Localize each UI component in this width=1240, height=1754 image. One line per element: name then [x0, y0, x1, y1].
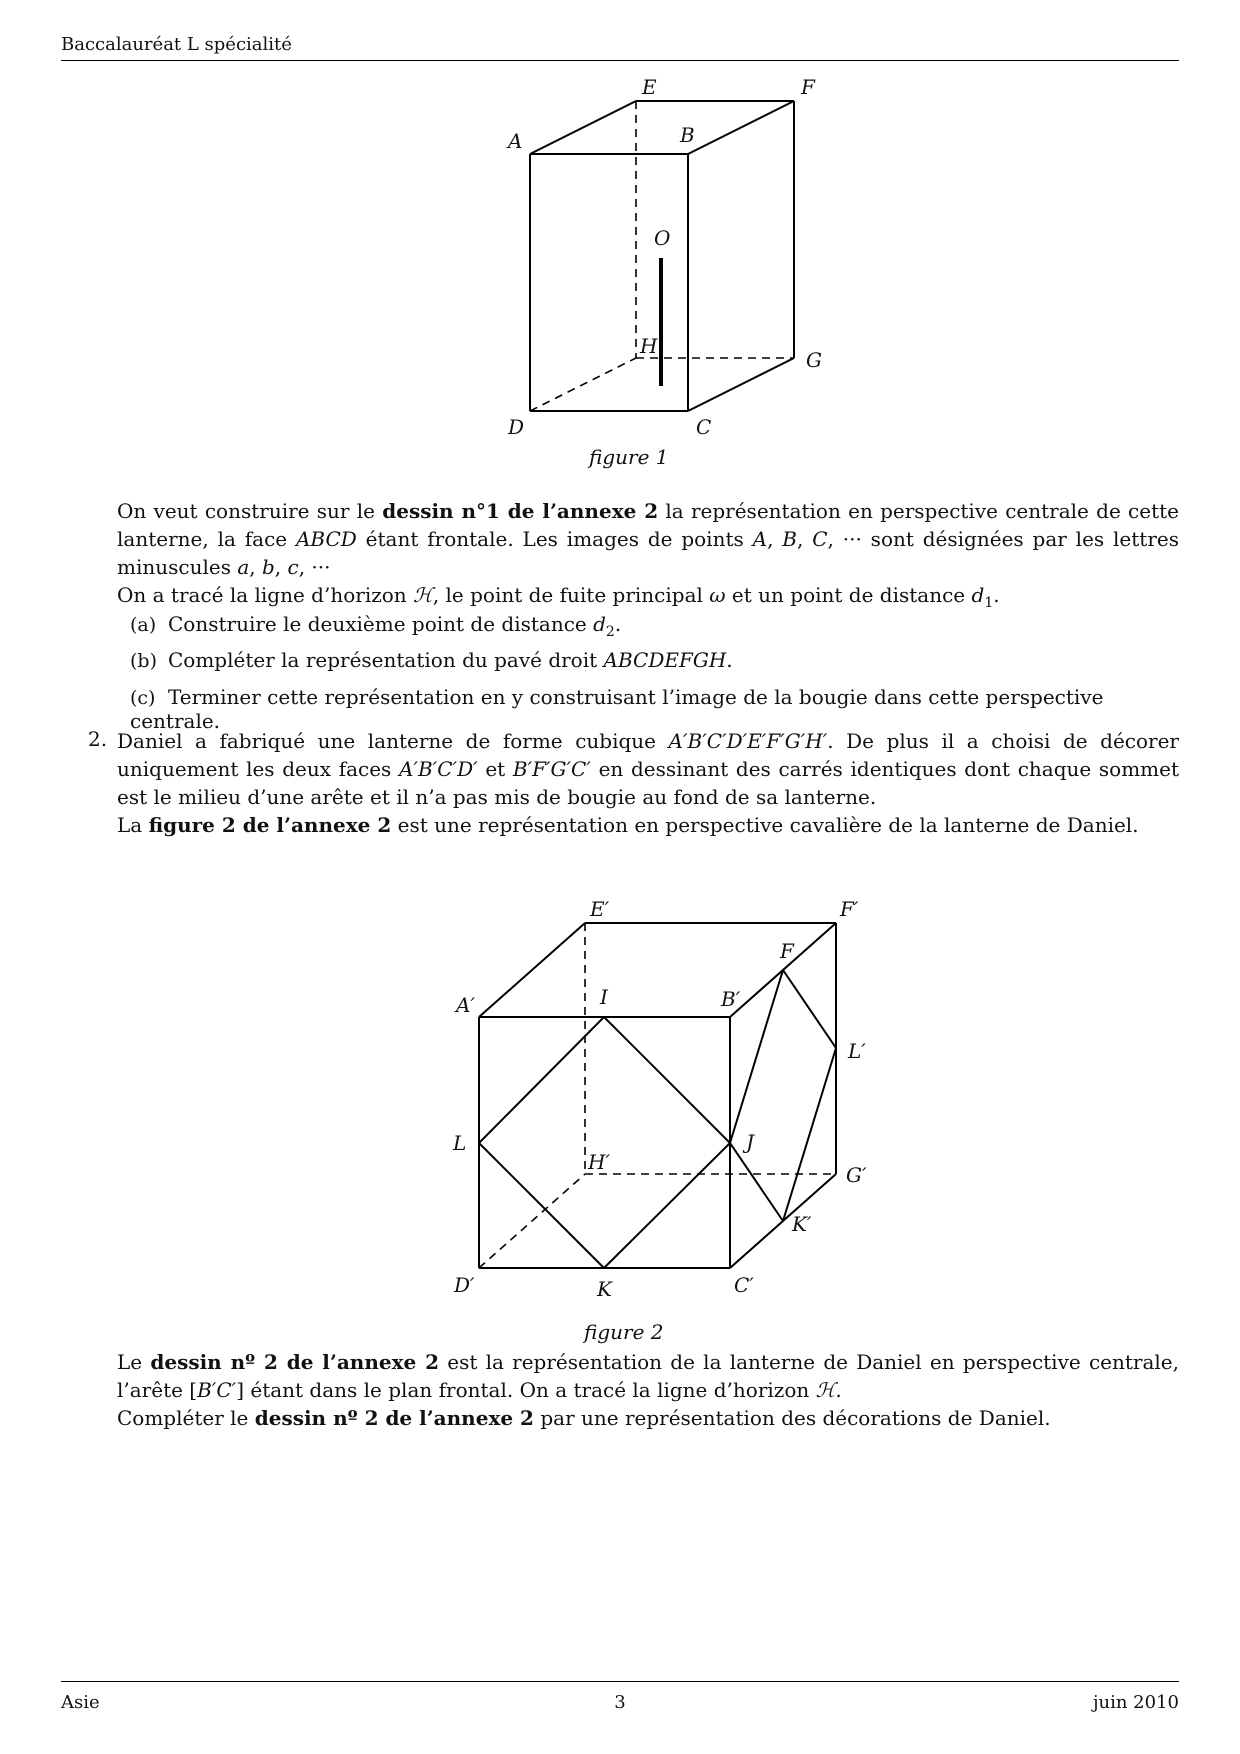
square-front-IJ [604, 1017, 730, 1143]
page-header: Baccalauréat L spécialité [61, 34, 292, 55]
label-L: L [453, 1131, 467, 1155]
label-C: C [696, 415, 712, 439]
label-H: H [640, 334, 658, 358]
label-B1: B′ [721, 987, 741, 1011]
label-B: B [680, 123, 695, 147]
label-L1: L′ [848, 1039, 866, 1063]
label-F: F [801, 75, 815, 99]
label-G1: G′ [846, 1163, 867, 1187]
hidden-edge-D1H1 [479, 1174, 585, 1268]
footer-rule [61, 1681, 1179, 1682]
question-2-number: 2. [88, 727, 108, 751]
label-O: O [654, 226, 671, 250]
question-item-a: (a) Construire le deuxième point de distance $d_2$. [130, 612, 622, 640]
square-side-LK [783, 1048, 836, 1221]
label-K: K [597, 1277, 612, 1301]
label-H1: H′ [588, 1150, 610, 1174]
label-F: F [780, 939, 794, 963]
label-D1: D′ [454, 1273, 475, 1297]
footer-date: juin 2010 [1092, 1692, 1179, 1713]
intro-paragraph: On veut construire sur le dessin n°1 de l’annexe 2 la représentation en perspective centrale de cette lanterne, la face ABCD étant frontale. Les images de points A, B, C, ··· sont désignées par les lettres minuscules a, b, c, ··· On a tracé la ligne d’horizon ℋ, le point de fuite principal ω et un point de distance $d_1$. [117, 499, 1180, 611]
label-K1: K′ [792, 1212, 812, 1236]
label-D: D [508, 415, 525, 439]
after-figure-2-paragraph: Le dessin nº 2 de l’annexe 2 est la représentation de la lanterne de Daniel en perspective centrale, l’arête [B′C′] étant dans le plan frontal. On a tracé la ligne d’horizon ℋ. Compléter le dessin nº 2 de l’annexe 2 par une représentation des décorations de Daniel. [117, 1350, 1179, 1430]
footer-left: Asie [61, 1692, 100, 1713]
square-side-FL [783, 970, 836, 1048]
label-E1: E′ [590, 897, 610, 921]
square-side-KJ [730, 1143, 783, 1221]
question-item-b: (b) Compléter la représentation du pavé droit ABCDEFGH. [130, 648, 733, 672]
square-front-JK [604, 1143, 730, 1268]
label-A: A [508, 129, 523, 153]
label-C1: C′ [734, 1273, 754, 1297]
label-A1: A′ [456, 993, 475, 1017]
question-item-c: (c) Terminer cette représentation en y construisant l’image de la bougie dans cette perspective centrale. [130, 685, 1104, 733]
figure-1-caption: figure 1 [589, 445, 669, 469]
label-J: J [746, 1130, 755, 1154]
page-number: 3 [614, 1692, 626, 1713]
edge-A1E1 [479, 923, 585, 1017]
label-G: G [806, 348, 822, 372]
label-E: E [642, 75, 657, 99]
label-F1: F′ [840, 897, 859, 921]
question-2-paragraph: Daniel a fabriqué une lanterne de forme cubique A′B′C′D′E′F′G′H′. De plus il a choisi de décorer uniquement les deux faces A′B′C′D′ et B′F′G′C′ en dessinant des carrés identiques dont chaque sommet est le milieu d’une arête et il n’a pas mis de bougie au fond de sa lanterne. La figure 2 de l’annexe 2 est une représentation en perspective cavalière de la lanterne de Daniel. [117, 729, 1180, 837]
figure-2-caption: figure 2 [584, 1320, 664, 1344]
label-I: I [600, 985, 608, 1009]
